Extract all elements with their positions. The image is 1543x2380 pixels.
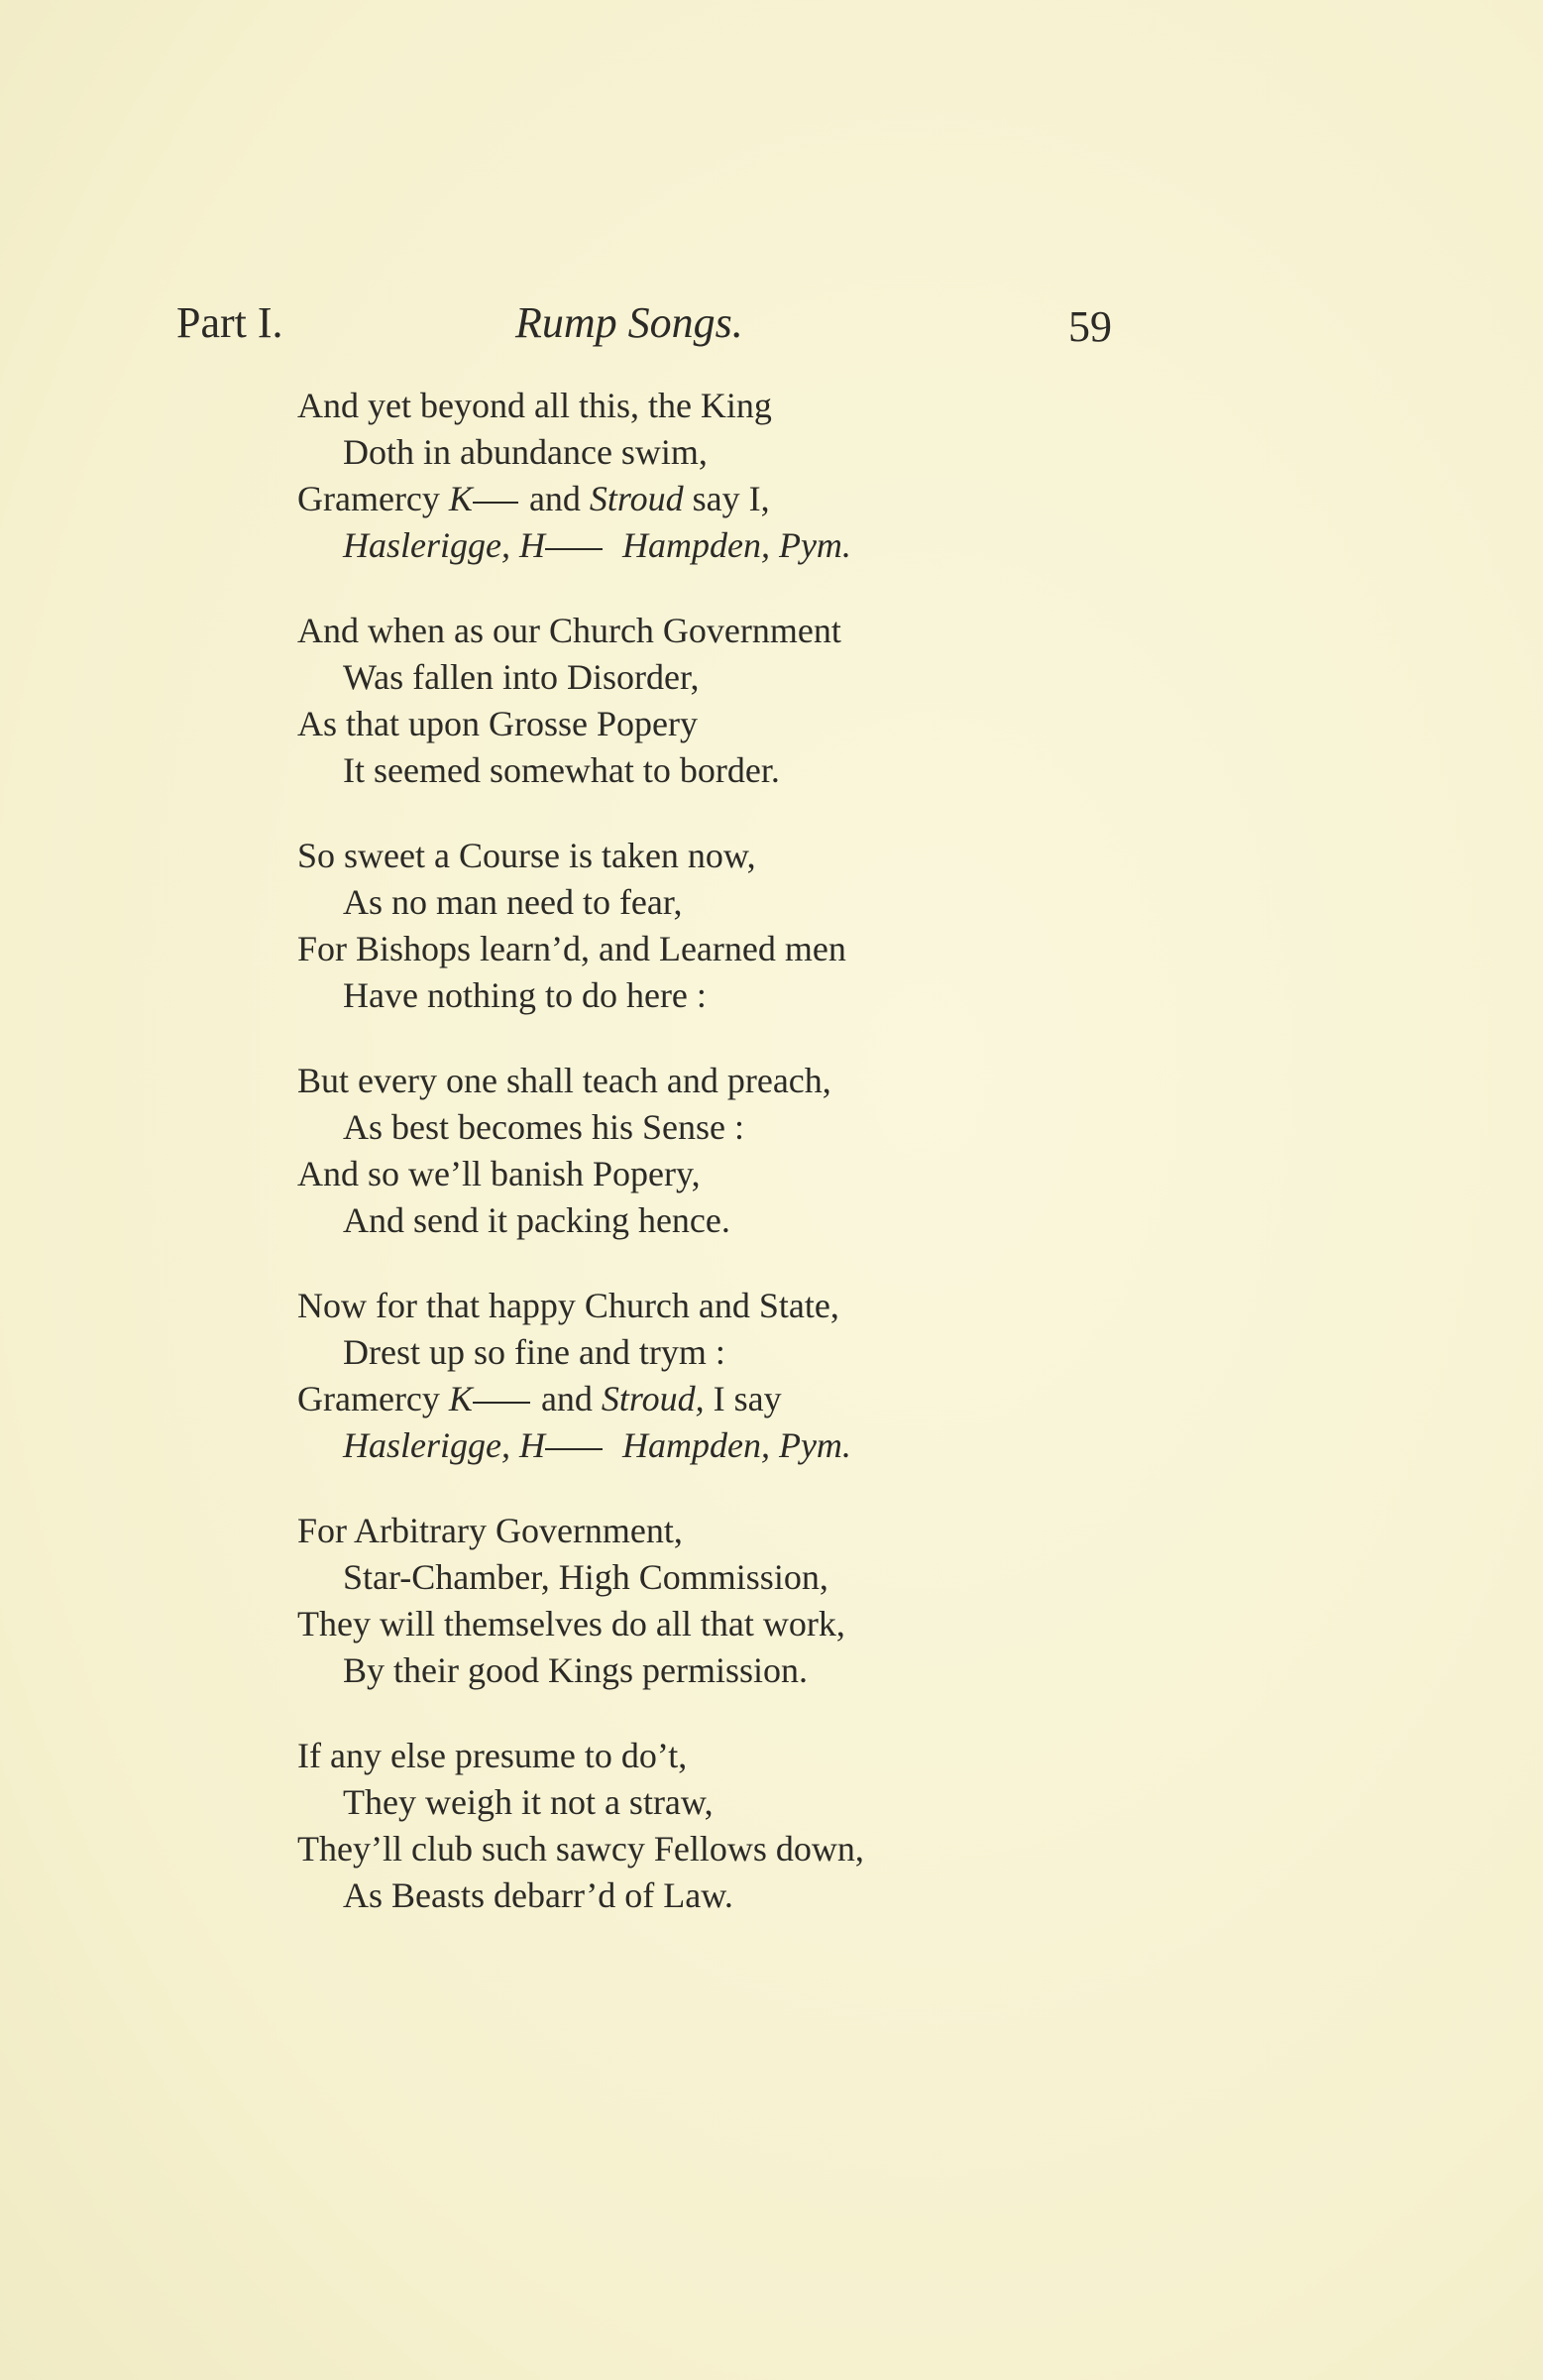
verse-line: Was fallen into Disorder, xyxy=(343,657,700,697)
stanza xyxy=(297,1733,1288,1919)
verse-line: Drest up so fine and trym : xyxy=(343,1332,725,1372)
verse-line: Now for that happy Church and State, xyxy=(297,1286,839,1325)
refrain-line xyxy=(297,1422,1288,1469)
verse-line: And so we’ll banish Popery, xyxy=(297,1154,701,1193)
page-title: Rump Songs. xyxy=(515,298,743,347)
stanza xyxy=(297,1283,1288,1469)
stanza xyxy=(297,1508,1288,1694)
name-stroud: Stroud, xyxy=(601,1379,705,1418)
running-header xyxy=(0,297,1543,357)
gramercy-line xyxy=(297,476,1288,522)
elision-dash xyxy=(473,502,518,504)
verse-line: By their good Kings permission. xyxy=(343,1650,808,1690)
verse-line: And yet beyond all this, the King xyxy=(297,386,772,425)
say-text: I say xyxy=(704,1379,782,1418)
verse-line: Doth in abundance swim, xyxy=(343,432,708,472)
stanza xyxy=(297,1058,1288,1244)
verse-line: As best becomes his Sense : xyxy=(343,1107,744,1147)
verse-line: For Arbitrary Government, xyxy=(297,1511,683,1550)
verse-line: And send it packing hence. xyxy=(343,1200,730,1240)
name-haslerigge: Haslerigge, H xyxy=(343,1425,545,1465)
gramercy-text: Gramercy xyxy=(297,1379,449,1418)
refrain-line xyxy=(297,522,1288,569)
and-text: and xyxy=(531,1379,602,1418)
gramercy-line xyxy=(297,1376,1288,1422)
verse-line: As no man need to fear, xyxy=(343,882,683,922)
verse-line: As that upon Grosse Popery xyxy=(297,704,698,743)
verse-line: As Beasts debarr’d of Law. xyxy=(343,1875,733,1915)
part-label: Part I. xyxy=(176,298,283,347)
verse-line: It seemed somewhat to border. xyxy=(343,750,780,790)
verse-line: They will themselves do all that work, xyxy=(297,1604,845,1643)
verse-line: They weigh it not a straw, xyxy=(343,1782,714,1822)
verse-line: For Bishops learn’d, and Learned men xyxy=(297,929,846,968)
verse-line: If any else presume to do’t, xyxy=(297,1736,688,1775)
verse-line: So sweet a Course is taken now, xyxy=(297,836,756,875)
stanza xyxy=(297,608,1288,794)
verse-line: Star-Chamber, High Commission, xyxy=(343,1557,828,1597)
stanza xyxy=(297,383,1288,569)
name-k: K xyxy=(448,1379,473,1418)
stanza xyxy=(297,833,1288,1019)
name-hampden-pym: Hampden, Pym. xyxy=(621,1425,851,1465)
elision-dash xyxy=(545,548,603,550)
name-k: K xyxy=(448,479,473,518)
name-stroud: Stroud xyxy=(589,479,684,518)
elision-dash xyxy=(473,1402,530,1404)
say-text: say I, xyxy=(683,479,770,518)
verse-line: But every one shall teach and preach, xyxy=(297,1061,831,1100)
elision-dash xyxy=(545,1448,603,1450)
name-hampden-pym: Hampden, Pym. xyxy=(621,525,851,565)
verse-line: And when as our Church Government xyxy=(297,611,841,650)
name-haslerigge: Haslerigge, H xyxy=(343,525,545,565)
page-number: 59 xyxy=(1068,302,1112,351)
verse-line: Have nothing to do here : xyxy=(343,975,707,1015)
gramercy-text: Gramercy xyxy=(297,479,449,518)
poem xyxy=(297,383,1288,1958)
verse-line: They’ll club such sawcy Fellows down, xyxy=(297,1829,864,1869)
and-text: and xyxy=(519,479,590,518)
